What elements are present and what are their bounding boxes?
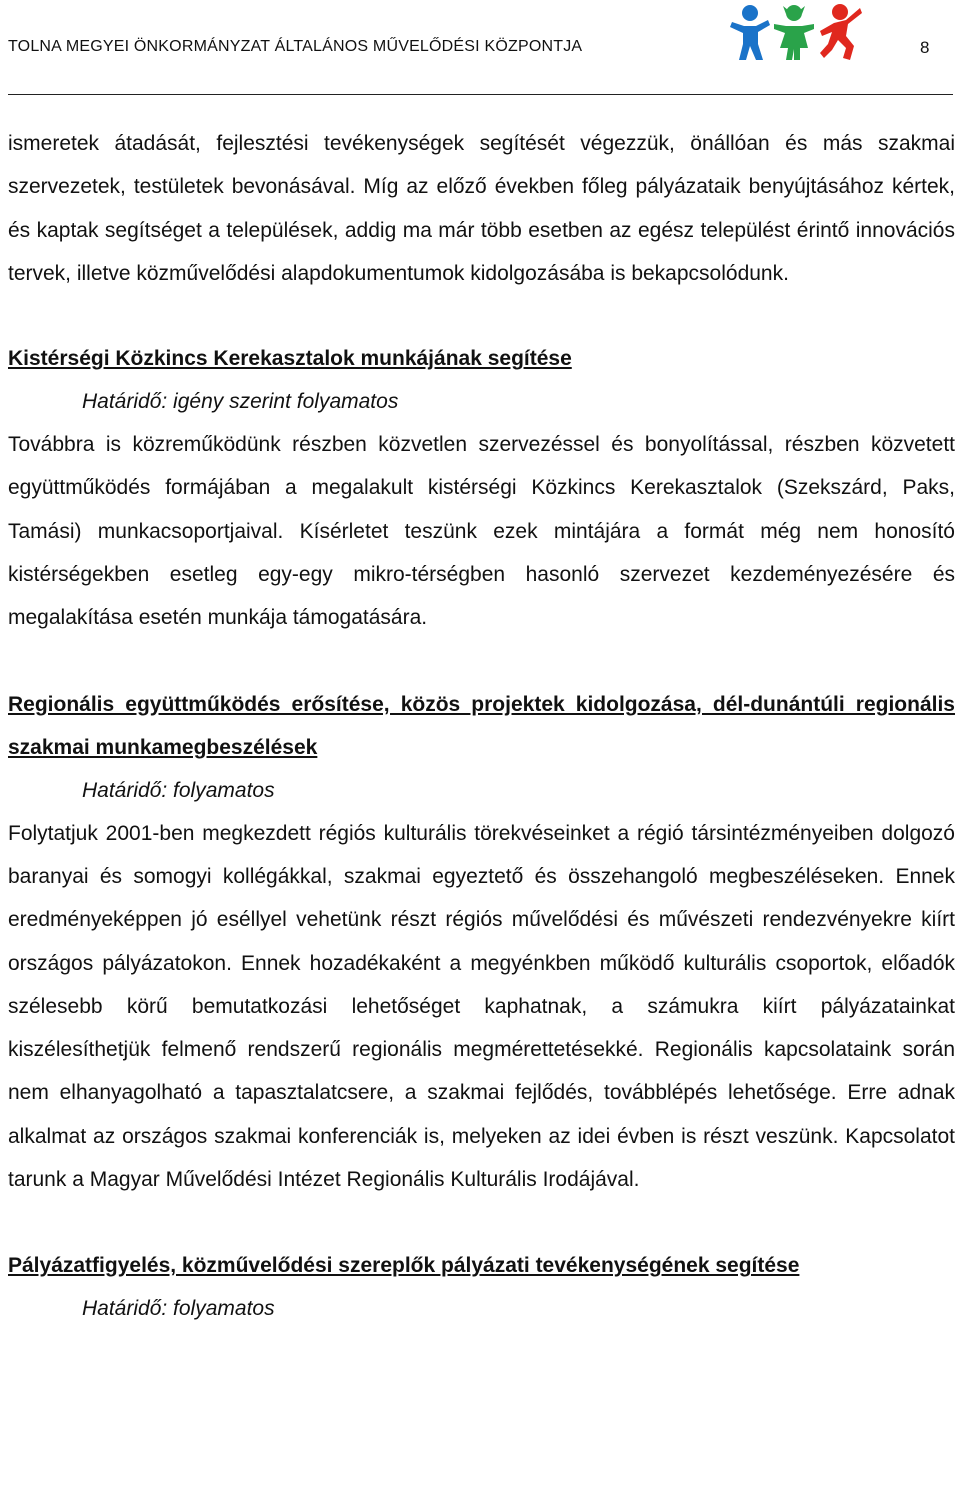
spacer bbox=[8, 640, 955, 683]
section-heading-regional: Regionális együttműködés erősítése, közös projektek kidolgozása, dél-dunántúli regionális szakmai munkamegbeszélések bbox=[8, 692, 955, 759]
section-heading-kozkincs: Kistérségi Közkincs Kerekasztalok munkájának segítése bbox=[8, 347, 572, 371]
children-logo-icon bbox=[728, 2, 863, 62]
header-divider bbox=[8, 94, 953, 95]
section-deadline-kozkincs: Határidő: igény szerint folyamatos bbox=[82, 390, 399, 414]
section-deadline-regional: Határidő: folyamatos bbox=[82, 778, 275, 802]
section-heading-palyazat: Pályázatfigyelés, közművelődési szereplők pályázati tevékenységének segítése bbox=[8, 1254, 800, 1278]
section-deadline-palyazat: Határidő: folyamatos bbox=[82, 1297, 275, 1321]
document-body bbox=[8, 122, 955, 1330]
intro-paragraph: ismeretek átadását, fejlesztési tevékenységek segítését végezzük, önállóan és más szakmai szervezetek, testületek bevonásával. Míg az előző években főleg pályázataik benyújtásához kértek, és kaptak segítséget a települések, addig ma már több esetben az egész települést érintő innovációs tervek, illetve közművelődési alapdokumentumok kidolgozásába is bekapcsolódunk. bbox=[8, 132, 955, 285]
page-number: 8 bbox=[920, 38, 930, 57]
page-header bbox=[0, 0, 960, 95]
section-body-regional: Folytatjuk 2001-ben megkezdett régiós kulturális törekvéseinket a régió társintézményeiben dolgozó baranyai és somogyi kollégákkal, szakmai egyeztető és összehangoló megbeszéléseken. Ennek eredményeképpen jó eséllyel vehetünk részt régiós művelődési és művészeti rendezvényekre kiírt országos pályázatokon. Ennek hozadékaként a megyénkben működő kulturális csoportok, előadók szélesebb körű bemutatkozási lehetőséget kaphatnak, a számukra kiírt pályázatainkat kiszélesíthetjük felmenő rendszerű regionális megmérettetésekké. Regionális kapcsolataink során nem elhanyagolható a tapasztalatcsere, a szakmai fejlődés, továbblépés lehetősége. Erre adnak alkalmat az országos szakmai konferenciák is, melyeken az idei évben is részt veszünk. Kapcsolatot tarunk a Magyar Művelődési Intézet Regionális Kulturális Irodájával. bbox=[8, 821, 955, 1192]
spacer bbox=[8, 1201, 955, 1244]
section-body-kozkincs: Továbbra is közreműködünk részben közvetlen szervezéssel és bonyolítással, részben közvetett együttműködés formájában a megalakult kistérségi Közkincs Kerekasztalok (Szekszárd, Paks, Tamási) munkacsoportjaival. Kísérletet teszünk ezek mintájára a formát még nem honosító kistérségekben esetleg egy-egy mikro-térségben hasonló szervezet kezdeményezésére és megalakítása esetén munkája támogatására. bbox=[8, 433, 955, 630]
spacer bbox=[8, 295, 955, 337]
header-title: TOLNA MEGYEI ÖNKORMÁNYZAT ÁLTALÁNOS MŰVELŐDÉSI KÖZPONTJA bbox=[8, 38, 583, 55]
